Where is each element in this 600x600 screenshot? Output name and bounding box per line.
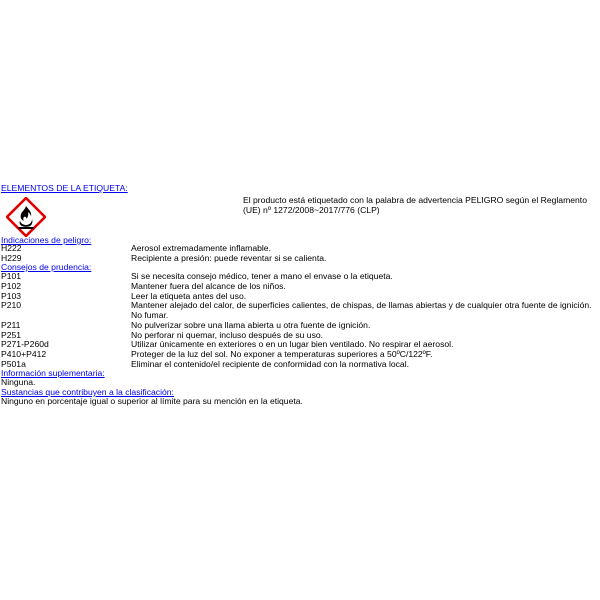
section-classification-substances-link[interactable]: Sustancias que contribuyen a la clasificación:	[1, 387, 174, 397]
precaution-text: No perforar ni quemar, incluso después de su uso.	[131, 330, 324, 340]
section-label-elements-link[interactable]: ELEMENTOS DE LA ETIQUETA:	[1, 183, 128, 193]
precaution-text: Proteger de la luz del sol. No exponer a temperaturas superiores a 50ºC/122ºF.	[131, 349, 433, 359]
precaution-text: Mantener alejado del calor, de superficies calientes, de chispas, de llamas abiertas y de cualquier otra fuente de ignición. No fumar.	[131, 300, 592, 320]
precaution-code: P251	[1, 330, 22, 340]
hazard-text: Recipiente a presión: puede reventar si se calienta.	[131, 253, 327, 263]
precaution-text: Eliminar el contenido/el recipiente de conformidad con la normativa local.	[131, 359, 410, 369]
section-supplemental-info-link[interactable]: Información suplementaria:	[1, 368, 105, 378]
precaution-text: Mantener fuera del alcance de los niños.	[131, 281, 286, 291]
precaution-text: Utilizar únicamente en exteriores o en un lugar bien ventilado. No respirar el aerosol.	[131, 339, 454, 349]
precaution-text: Si se necesita consejo médico, tener a mano el envase o la etiqueta.	[131, 271, 393, 281]
precaution-text: Leer la etiqueta antes del uso.	[131, 291, 247, 301]
supplemental-text: Ninguna.	[1, 377, 36, 387]
precaution-code: P211	[1, 320, 21, 330]
section-precautionary-statements-link[interactable]: Consejos de prudencia:	[1, 262, 92, 272]
precaution-code: P410+P412	[1, 349, 47, 359]
precaution-text: No pulverizar sobre una llama abierta u otra fuente de ignición.	[131, 320, 371, 330]
hazard-code: H222	[1, 243, 22, 253]
precaution-code: P102	[1, 281, 22, 291]
intro-text: El producto está etiquetado con la palabra de advertencia PELIGRO según el Reglamento (UE) nº 1272/2008~2017/776 (CLP)	[243, 195, 587, 215]
section-hazard-statements-link[interactable]: Indicaciones de peligro:	[1, 235, 92, 245]
hazard-code: H229	[1, 253, 22, 263]
precaution-code: P103	[1, 291, 22, 301]
classification-text: Ninguno en porcentaje igual o superior al límite para su mención en la etiqueta.	[1, 396, 303, 406]
precaution-code: P501a	[1, 359, 26, 369]
precaution-code: P210	[1, 300, 22, 310]
hazard-text: Aerosol extremadamente inflamable.	[131, 243, 271, 253]
precaution-code: P101	[1, 271, 22, 281]
precaution-code: P271-P260d	[1, 339, 49, 349]
ghs02-flame-icon	[6, 197, 46, 237]
